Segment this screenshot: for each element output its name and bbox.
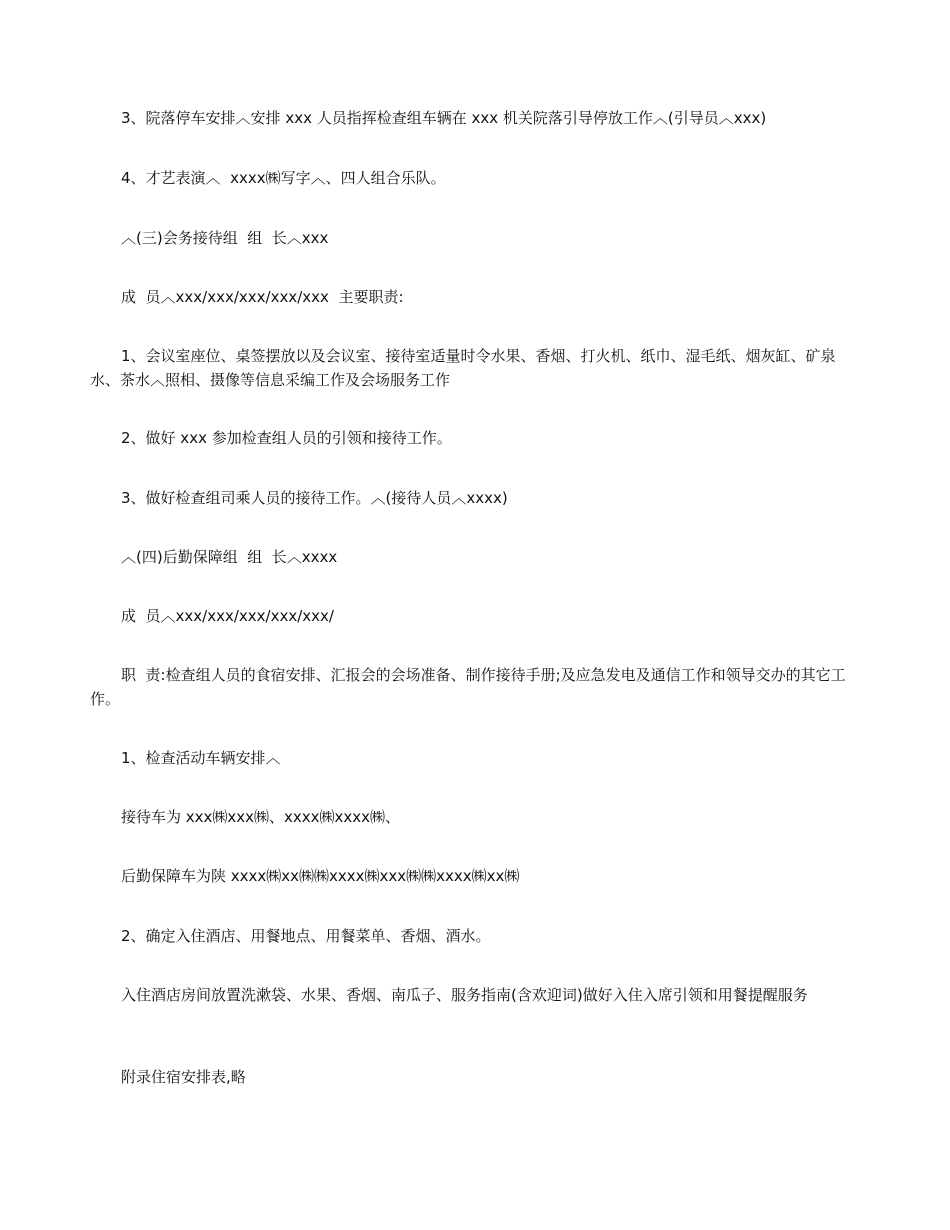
paragraph-drivers: 3、做好检查组司乘人员的接待工作。︿(接待人员︿xxxx) — [121, 489, 508, 507]
paragraph-duties: 职 责:检查组人员的食宿安排、汇报会的会场准备、制作接待手册;及应急发电及通信工作和领导交办的其它工作。 — [90, 666, 846, 708]
paragraph-appendix: 附录住宿安排表,略 — [121, 1068, 246, 1086]
paragraph-vehicles: 1、检查活动车辆安排︿ — [121, 749, 281, 767]
paragraph-parking: 3、院落停车安排︿安排 xxx 人员指挥检查组车辆在 xxx 机关院落引导停放工作︿(引导员︿xxx) — [121, 109, 767, 127]
paragraph-performance: 4、才艺表演︿ xxxx㈱写字︿、四人组合乐队。 — [121, 169, 446, 187]
paragraph-guidance: 2、做好 xxx 参加检查组人员的引领和接待工作。 — [121, 429, 452, 447]
paragraph-logistics-members: 成 员︿xxx/xxx/xxx/xxx/xxx/ — [121, 607, 334, 625]
paragraph-meeting-room: 1、会议室座位、桌签摆放以及会议室、接待室适量时令水果、香烟、打火机、纸巾、湿毛纸、烟灰缸、矿泉水、茶水︿照相、摄像等信息采编工作及会场服务工作 — [90, 347, 836, 389]
heading-logistics-group: ︿(四)后勤保障组 组 长︿xxxx — [121, 548, 338, 566]
paragraph-room-setup: 入住酒店房间放置洗漱袋、水果、香烟、南瓜子、服务指南(含欢迎词)做好入住入席引领和用餐提醒服务 — [121, 986, 808, 1004]
paragraph-hotel: 2、确定入住酒店、用餐地点、用餐菜单、香烟、酒水。 — [121, 927, 491, 945]
paragraph-reception-cars: 接待车为 xxx㈱xxx㈱、xxxx㈱xxxx㈱、 — [121, 808, 401, 826]
paragraph-logistics-cars: 后勤保障车为陕 xxxx㈱xx㈱㈱xxxx㈱xxx㈱㈱xxxx㈱xx㈱ — [121, 867, 520, 885]
heading-reception-group: ︿(三)会务接待组 组 长︿xxx — [121, 229, 329, 247]
paragraph-reception-members: 成 员︿xxx/xxx/xxx/xxx/xxx 主要职责: — [121, 288, 404, 306]
